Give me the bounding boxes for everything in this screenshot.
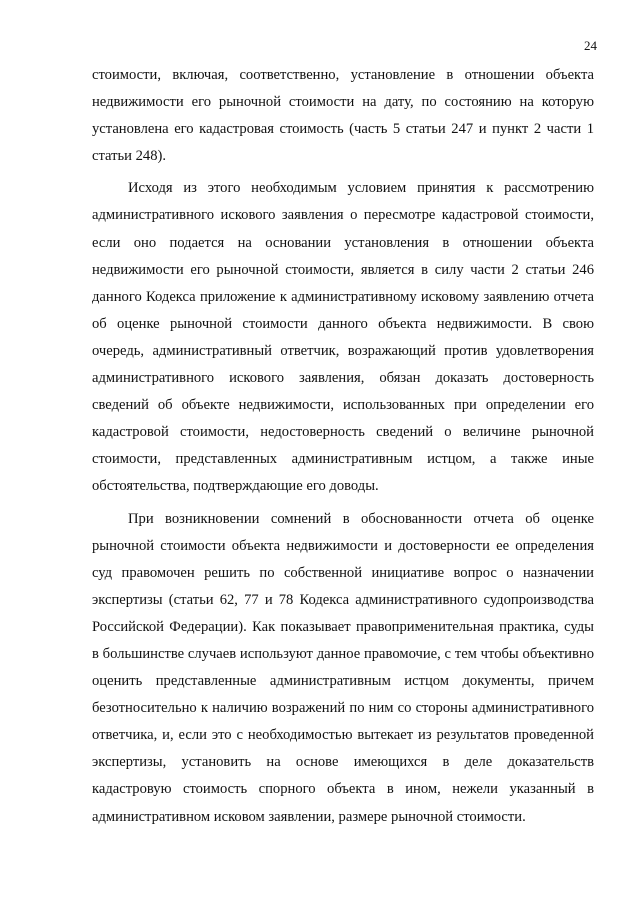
page-number: 24 xyxy=(584,38,597,53)
paragraph-continuation: стоимости, включая, соответственно, установление в отношении объекта недвижимости его рыночной стоимости на дату, по состоянию на которую установлена его кадастровая стоимость (часть 5 статьи 247 и пункт 2 части 1 статьи 248). xyxy=(92,67,594,165)
document-body xyxy=(92,62,594,836)
paragraph-claim-conditions: Исходя из этого необходимым условием принятия к рассмотрению административного искового заявления о пересмотре кадастровой стоимости, если оно подается на основании установления в отношении объекта недвижимости его рыночной стоимости, является в силу части 2 статьи 246 данного Кодекса приложение к административному исковому заявлению отчета об оценке рыночной стоимости данного объекта недвижимости. В свою очередь, административный ответчик, возражающий против удовлетворения административного искового заявления, обязан доказать достоверность сведений об объекте недвижимости, использованных при определении его кадастровой стоимости, недостоверность сведений о величине рыночной стоимости, представленных административным истцом, а также иные обстоятельства, подтверждающие его доводы. xyxy=(92,180,594,495)
paragraph-expert-examination: При возникновении сомнений в обоснованности отчета об оценке рыночной стоимости объекта недвижимости и достоверности ее определения суд правомочен решить по собственной инициативе вопрос о назначении экспертизы (статьи 62, 77 и 78 Кодекса административного судопроизводства Российской Федерации). Как показывает правоприменительная практика, суды в большинстве случаев используют данное правомочие, с тем чтобы объективно оценить представленные административным истцом документы, причем безотносительно к наличию возражений по ним со стороны административного ответчика, и, если это с необходимостью вытекает из результатов проведенной экспертизы, установить на основе имеющихся в деле доказательств кадастровую стоимость спорного объекта в ином, нежели указанный в административном исковом заявлении, размере рыночной стоимости. xyxy=(92,510,594,825)
